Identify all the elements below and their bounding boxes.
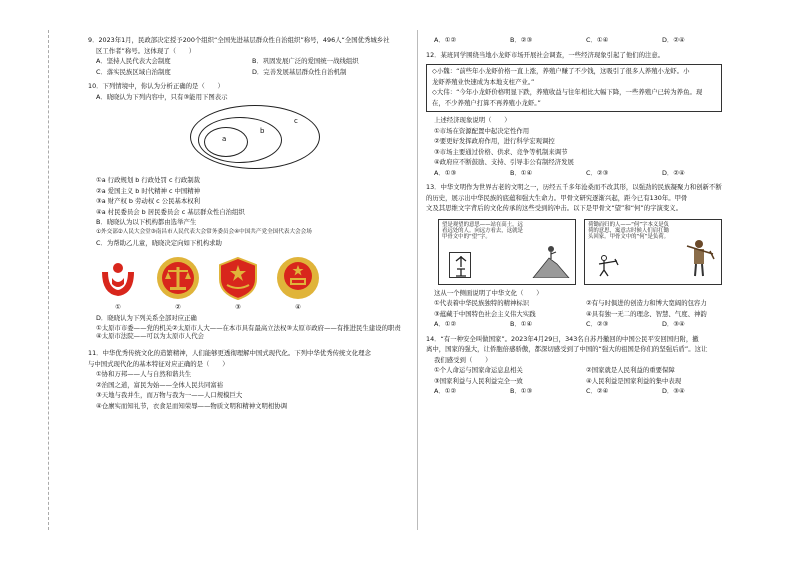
emblem-caption: ④ <box>295 302 301 311</box>
emblem-captions <box>94 303 408 311</box>
procuratorate-emblem-icon <box>214 254 262 302</box>
q13-items-row <box>426 299 738 310</box>
q14-option-d[interactable]: D．③④ <box>662 387 685 395</box>
q9-options-row <box>88 68 408 79</box>
q13-option-c[interactable]: C．②③ <box>586 320 609 328</box>
q11-option-b[interactable]: B．②③ <box>510 36 533 44</box>
q14-option-b[interactable]: B．①③ <box>510 387 533 395</box>
q12-box-line: ◇大伟：“今年小龙虾价格明显下跌，养殖收益与往年相比大幅下降，一些养殖户已转为养鱼。现 <box>432 88 703 96</box>
q9-option-d[interactable]: D．完善发展基层群众性自治机制 <box>252 67 347 76</box>
left-column <box>88 36 408 416</box>
q11-options-row <box>426 36 738 47</box>
q12-options-row <box>426 169 738 180</box>
court-emblem-icon <box>154 254 202 302</box>
man-with-hoe-icon <box>683 238 717 280</box>
q13-item: ④具有独一无二的理念、智慧、气度、神韵 <box>586 309 707 318</box>
venn-label-b: b <box>260 127 265 135</box>
q9-stem-line: 9．2023年1月，民政部决定授予200个组织“全国先进基层群众性自治组织”称号，496人“全国优秀城乡社 <box>88 36 390 44</box>
man-on-hill-icon <box>531 244 571 280</box>
q11-item: ①协和万邦——人与自然和谐共生 <box>96 370 192 378</box>
venn-label-c: c <box>294 117 298 125</box>
comic-panel-wang <box>438 219 576 285</box>
national-emblem-icon <box>274 254 322 302</box>
q14-option-c[interactable]: C．②④ <box>586 387 609 395</box>
q11-item: ②治国之道，富民为始——全体人民共同富裕 <box>96 380 224 389</box>
q10-d-items: ①太原市市委——党的机关②太原市人大——在本市具有最高立法权③太原市政府——有推进民生建设的职责④太原市法院——可以为太原市人代会 <box>96 324 401 340</box>
q11-item: ③天地与我并生，而万物与我为一——人口规模巨大 <box>96 391 243 399</box>
q10-a-item: ④a 村民委员会 b 居民委员会 c 基层群众性自治组织 <box>96 207 245 216</box>
q9-option-c[interactable]: C．落实民族区域自治制度 <box>96 67 171 76</box>
q10-stem: 10．下列情境中，你认为分析正确的是（ ） <box>88 82 224 90</box>
q10-option-b-head[interactable]: B．晓晓认为以下机构都由选举产生 <box>96 218 197 226</box>
q13-option-b[interactable]: B．①④ <box>510 320 533 328</box>
question-12 <box>426 51 738 180</box>
q10-b-items: ①外交部②人民大会堂③南昌市人民代表大会常务委员会④中国共产党全国代表大会会场 <box>96 228 312 235</box>
column-divider <box>417 30 418 530</box>
q11-stem-line: 与中国式现代化的基本特征对应正确的是（ ） <box>88 359 229 368</box>
q10-option-a-head[interactable]: A．晓晓认为下列内容中，只有③能用下图表示 <box>96 92 228 101</box>
q12-option-b[interactable]: B．①④ <box>510 168 533 177</box>
q12-option-c[interactable]: C．②③ <box>586 168 609 177</box>
q14-item: ③国家利益与人民利益完全一致 <box>434 376 523 385</box>
venn-diagram <box>190 105 320 173</box>
q13-option-a[interactable]: A．①② <box>434 320 457 328</box>
q13-item: ③蕴藏于中国特色社会主义伟大实践 <box>434 309 536 318</box>
q14-item: ①个人命运与国家命运息息相关 <box>434 366 523 374</box>
q10-option-c-head[interactable]: C．为帮助乙儿童，晓晓决定向如下机构求助 <box>96 239 222 247</box>
oracle-glyph-wang-icon <box>449 252 471 278</box>
q10-option-d-head[interactable]: D．晓晓认为下列关系全部对应正确 <box>96 313 197 322</box>
q11-item: ④仓廪实而知礼节，衣食足而知荣辱——物质文明和精神文明相协调 <box>96 401 288 410</box>
q13-stem-line: 13．中华文明作为世界古老的文明之一，历经五千多年沧桑而不改其形，以强劲的民族凝聚力和创新不断 <box>426 183 722 191</box>
q11-option-c[interactable]: C．①④ <box>586 36 609 44</box>
question-11 <box>88 349 408 412</box>
q12-option-a[interactable]: A．①③ <box>434 168 457 177</box>
q12-stem: 12．某班同学围绕当地小龙虾市场开展社会调查，一些经济现象引起了他们的注意。 <box>426 50 665 59</box>
q13-item: ①代表着中华民族独特的精神标识 <box>434 299 530 307</box>
q10-a-item: ②a 爱国主义 b 时代精神 c 中国精神 <box>96 186 201 195</box>
q12-item: ④政府应不断鼓励、支持、引导非公有制经济发展 <box>434 158 574 166</box>
q12-question: 上述经济现象说明（ ） <box>434 116 511 124</box>
comic-panel-he <box>584 219 722 285</box>
q14-items-row <box>426 377 738 388</box>
family-emblem-icon <box>94 254 142 302</box>
q9-options-row <box>88 57 408 68</box>
q10-a-item: ①a 行政规划 b 行政处罚 c 行政制裁 <box>96 176 201 184</box>
q9-option-a[interactable]: A．坚持人民代表大会制度 <box>96 57 171 65</box>
emblem-caption: ① <box>115 302 121 311</box>
q13-stem-line: 的历史，展示出中华民族的底蕴和强大生命力。甲骨文研究逐渐兴起，距今已有130年。甲骨 <box>426 193 688 202</box>
q14-options-row <box>426 387 738 398</box>
q12-option-d[interactable]: D．②④ <box>662 168 685 177</box>
q14-item: ④人民利益是国家利益的集中表现 <box>586 376 682 385</box>
emblem-caption: ③ <box>235 302 241 311</box>
emblem-caption: ② <box>175 302 181 311</box>
q13-question: 这从一个侧面说明了中华文化（ ） <box>434 288 543 297</box>
question-9 <box>88 36 408 78</box>
q14-option-a[interactable]: A．①② <box>434 387 457 395</box>
question-10 <box>88 82 408 345</box>
q12-box-line: ◇小魏：“前些年小龙虾价格一直上涨，养殖户赚了不少钱，这吸引了很多人养殖小龙虾。小 <box>432 67 690 75</box>
question-13 <box>426 183 738 331</box>
q11-option-a[interactable]: A．①② <box>434 36 457 44</box>
q13-option-d[interactable]: D．③④ <box>662 320 685 328</box>
q12-box-line: 在，不少养殖户打算不再养殖小龙虾。” <box>432 98 541 107</box>
q14-stem-line: 我们感受到（ ） <box>434 355 492 364</box>
q14-item: ②国家就是人民利益的重要保障 <box>586 366 675 374</box>
comic-panels <box>438 219 738 285</box>
q14-stem-line: 14．“有一种安全叫做国家”。2023年4月29日，343名自苏丹撤回的中国公民平安回国归附，撤 <box>426 334 699 343</box>
q13-stem-line: 文及其思维文字背后的文化传承的这些受到的冲击。以下是甲骨文“望”和“何”的字演变义。 <box>426 204 683 212</box>
q10-a-item: ③a 财产权 b 劳动权 c 公民基本权利 <box>96 197 201 205</box>
q11-stem-line: 11．中华优秀传统文化的造繁精神，人们能够更透彻理解中国式现代化。下列中华优秀传统文化理念 <box>88 349 371 357</box>
comic-caption: 荷锄而归的人——“何”字本义是负荷的意思，寓意古时候人们肩扛锄头回家。甲骨文中的“何”是负荷。 <box>588 221 670 241</box>
question-14 <box>426 335 738 398</box>
q12-material-box <box>426 64 722 112</box>
q12-box-line: 龙虾养殖业快速成为本地支柱产业。” <box>432 77 535 86</box>
q13-item: ②有与时俱进的创造力和博大宽阔的包容力 <box>586 299 707 307</box>
q13-items-row <box>426 310 738 321</box>
venn-label-a: a <box>222 135 227 143</box>
q12-item: ③市场主要通过价格、供求、竞争等机制来调节 <box>434 147 568 156</box>
q12-item: ②要更好发挥政府作用，进行科学宏观调控 <box>434 137 555 145</box>
q14-stem-line: 离中，国家的强大，让侨胞倍感骄傲，都深切感受到了中国的“强大的祖国是你们的坚强后盾”。这让 <box>426 345 708 353</box>
q9-option-b[interactable]: B．巩固发展广泛的爱国统一战线组织 <box>252 57 359 65</box>
emblem-row <box>94 254 408 302</box>
q14-items-row <box>426 366 738 377</box>
q11-option-d[interactable]: D．②④ <box>662 36 685 44</box>
oracle-glyph-he-icon <box>595 252 617 278</box>
binding-line <box>48 30 49 530</box>
q12-item: ①市场在资源配置中起决定性作用 <box>434 126 530 135</box>
q9-stem-line: 区工作者”称号。这体现了（ ） <box>96 46 196 55</box>
right-column <box>426 36 738 402</box>
comic-caption: 望是观望的意思——站在高土，远看远处的人。向远方看去，这就是甲骨文中的“望”字。 <box>442 221 523 241</box>
q13-options-row <box>426 320 738 331</box>
